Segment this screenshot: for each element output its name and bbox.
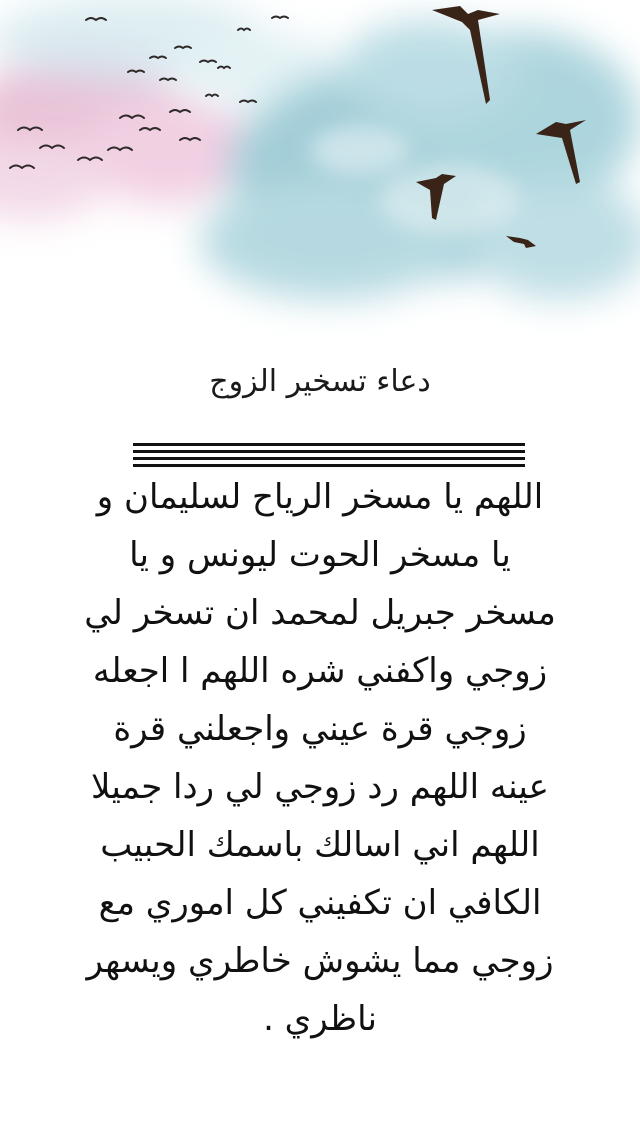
prayer-line: ناظري . xyxy=(263,999,377,1039)
divider-rule-1 xyxy=(133,443,525,446)
prayer-line: الكافي ان تكفيني كل اموري مع xyxy=(98,883,542,923)
prayer-line: زوجي قرة عيني واجعلني قرة xyxy=(113,709,527,749)
divider-rule-3 xyxy=(133,457,525,460)
prayer-text xyxy=(40,468,600,1048)
prayer-line: يا مسخر الحوت ليونس و يا xyxy=(129,535,511,575)
title-divider xyxy=(133,441,525,469)
prayer-line: عينه اللهم رد زوجي لي ردا جميلا xyxy=(91,767,549,807)
prayer-line: اللهم يا مسخر الرياح لسليمان و xyxy=(96,477,544,517)
page-title: دعاء تسخير الزوج xyxy=(209,364,431,399)
watercolor-sky-illustration xyxy=(0,0,640,350)
prayer-line: اللهم اني اسالك باسمك الحبيب xyxy=(100,825,540,865)
prayer-line: زوجي واكفني شره اللهم ا اجعله xyxy=(92,651,548,691)
divider-rule-4 xyxy=(133,464,525,467)
prayer-line: مسخر جبريل لمحمد ان تسخر لي xyxy=(84,593,556,633)
prayer-line: زوجي مما يشوش خاطري ويسهر xyxy=(86,941,554,981)
divider-rule-2 xyxy=(133,450,525,453)
